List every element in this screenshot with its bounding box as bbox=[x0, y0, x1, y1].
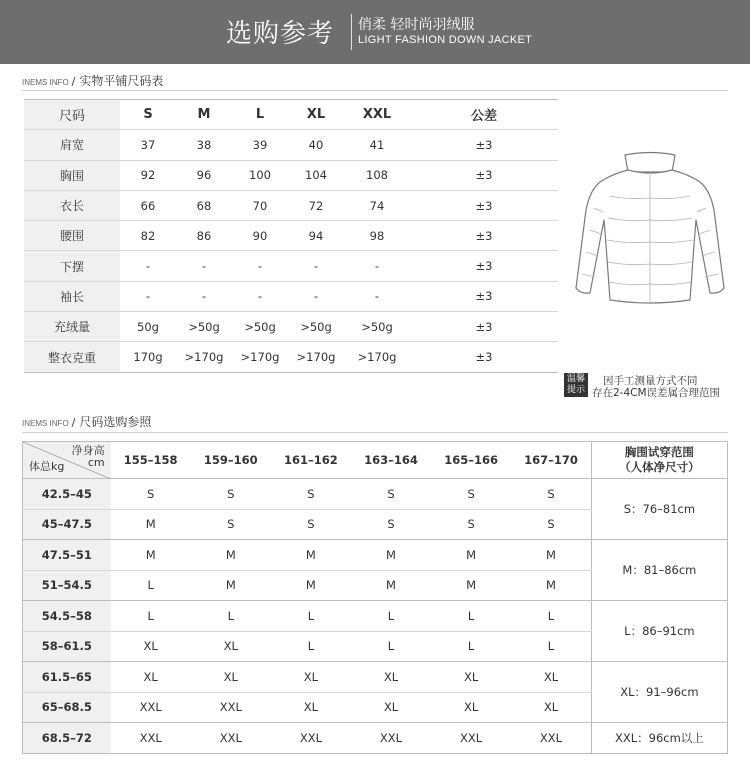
size-guide-row bbox=[23, 540, 728, 571]
garment-row bbox=[24, 221, 558, 251]
size-cell: XL bbox=[271, 692, 351, 723]
garment-row bbox=[24, 312, 558, 342]
measurement-label: 袖长 bbox=[24, 281, 120, 311]
size-cell: L bbox=[191, 601, 271, 632]
measurement-value: 70 bbox=[232, 190, 288, 220]
measurement-value: 96 bbox=[176, 160, 232, 190]
garment-row bbox=[24, 342, 558, 372]
banner-subtitle-cn: 俏柔 轻时尚羽绒服 bbox=[358, 17, 475, 33]
garment-row bbox=[24, 251, 558, 281]
size-cell: XL bbox=[191, 662, 271, 693]
weight-label: 47.5–51 bbox=[23, 540, 111, 571]
size-cell: M bbox=[111, 540, 191, 571]
size-cell: M bbox=[191, 540, 271, 571]
measurement-value: 68 bbox=[176, 190, 232, 220]
measurement-label: 胸围 bbox=[24, 160, 120, 190]
measurement-value: 41 bbox=[344, 130, 410, 160]
size-cell: XXL bbox=[351, 723, 431, 754]
tolerance-cell: ±3 bbox=[410, 281, 558, 311]
size-cell: S bbox=[511, 479, 591, 510]
size-cell: S bbox=[431, 509, 511, 540]
weight-label: 51–54.5 bbox=[23, 570, 111, 601]
weight-label: 45–47.5 bbox=[23, 509, 111, 540]
size-cell: XXL bbox=[431, 723, 511, 754]
size-cell: M bbox=[351, 570, 431, 601]
size-cell: L bbox=[431, 601, 511, 632]
banner-divider bbox=[351, 14, 352, 50]
measurement-value: - bbox=[176, 251, 232, 281]
height-header: 155–158 bbox=[111, 442, 191, 479]
measurement-value: 90 bbox=[232, 221, 288, 251]
garment-header-row bbox=[24, 100, 558, 130]
size-cell: S bbox=[351, 479, 431, 510]
measurement-value: 39 bbox=[232, 130, 288, 160]
measurement-value: >170g bbox=[184, 350, 224, 365]
size-guide-header-row bbox=[23, 442, 728, 479]
measurement-value: 94 bbox=[288, 221, 344, 251]
measurement-value: >170g bbox=[296, 350, 336, 365]
chest-range-cell: S：76–81cm bbox=[591, 479, 727, 540]
size-guide-table bbox=[22, 441, 728, 754]
measurement-value: 66 bbox=[120, 190, 176, 220]
down-jacket-illustration bbox=[570, 150, 730, 305]
size-guide-row bbox=[23, 479, 728, 510]
weight-label: 65–68.5 bbox=[23, 692, 111, 723]
section-slash: / bbox=[71, 75, 76, 88]
size-cell: L bbox=[111, 570, 191, 601]
tolerance-cell: ±3 bbox=[410, 251, 558, 281]
measurement-value: 86 bbox=[176, 221, 232, 251]
chest-range-cell: L：86–91cm bbox=[591, 601, 727, 662]
size-cell: XL bbox=[511, 662, 591, 693]
section-tag: INEMS INFO bbox=[22, 419, 69, 428]
size-cell: L bbox=[111, 601, 191, 632]
section-title: 实物平铺尺码表 bbox=[79, 74, 164, 88]
corner-weight-label: 体总kg bbox=[29, 460, 65, 473]
size-cell: M bbox=[351, 540, 431, 571]
measurement-value: L bbox=[232, 100, 288, 130]
measurement-value: 40 bbox=[288, 130, 344, 160]
measurement-value: 104 bbox=[288, 160, 344, 190]
size-cell: M bbox=[431, 570, 511, 601]
measurement-label: 衣长 bbox=[24, 190, 120, 220]
size-cell: M bbox=[271, 540, 351, 571]
size-cell: XXL bbox=[111, 692, 191, 723]
size-cell: S bbox=[271, 479, 351, 510]
measurement-value: >170g bbox=[357, 350, 397, 365]
jacket-icon bbox=[570, 150, 730, 305]
measurement-label: 下摆 bbox=[24, 251, 120, 281]
size-cell: L bbox=[511, 631, 591, 662]
measurement-value: 100 bbox=[232, 160, 288, 190]
size-cell: M bbox=[191, 570, 271, 601]
section-title: 尺码选购参照 bbox=[79, 415, 152, 429]
size-cell: S bbox=[431, 479, 511, 510]
size-cell: XXL bbox=[271, 723, 351, 754]
chest-range-cell: XL：91–96cm bbox=[591, 662, 727, 723]
tolerance-cell: 公差 bbox=[410, 100, 558, 130]
size-cell: M bbox=[111, 509, 191, 540]
measurement-value: >170g bbox=[240, 350, 280, 365]
measurement-value: S bbox=[120, 100, 176, 130]
garment-row bbox=[24, 190, 558, 220]
tip-badge: 温馨提示 bbox=[564, 373, 588, 397]
size-cell: XL bbox=[351, 692, 431, 723]
tolerance-cell: ±3 bbox=[410, 190, 558, 220]
banner-subtitle-en: LIGHT FASHION DOWN JACKET bbox=[358, 34, 533, 46]
measurement-value: 170g bbox=[133, 350, 163, 365]
header-banner bbox=[0, 0, 750, 64]
size-cell: XXL bbox=[511, 723, 591, 754]
section-heading-size-guide bbox=[22, 413, 151, 430]
measurement-value: - bbox=[288, 251, 344, 281]
measurement-value: >50g bbox=[232, 312, 288, 342]
measurement-value: 98 bbox=[344, 221, 410, 251]
section-rule bbox=[22, 432, 728, 433]
size-cell: XL bbox=[271, 662, 351, 693]
size-cell: M bbox=[511, 570, 591, 601]
measurement-value: 38 bbox=[176, 130, 232, 160]
chest-range-cell: M：81–86cm bbox=[591, 540, 727, 601]
size-cell: XL bbox=[431, 662, 511, 693]
height-header: 165–166 bbox=[431, 442, 511, 479]
size-guide-row bbox=[23, 601, 728, 632]
size-cell: XXL bbox=[191, 723, 271, 754]
measurement-value: >50g bbox=[344, 312, 410, 342]
size-cell: XL bbox=[191, 631, 271, 662]
size-cell: L bbox=[431, 631, 511, 662]
measurement-value: - bbox=[176, 281, 232, 311]
measurement-value: - bbox=[288, 281, 344, 311]
size-cell: XL bbox=[351, 662, 431, 693]
banner-title: 选购参考 bbox=[226, 19, 335, 49]
size-cell: S bbox=[271, 509, 351, 540]
size-cell: S bbox=[511, 509, 591, 540]
tip-line-2: 存在2-4CM误差属合理范围 bbox=[592, 387, 721, 399]
measurement-value: 50g bbox=[120, 312, 176, 342]
section-tag: INEMS INFO bbox=[22, 78, 69, 87]
chest-range-cell: XXL：96cm以上 bbox=[591, 723, 727, 754]
tolerance-cell: ±3 bbox=[410, 130, 558, 160]
section-heading-garment bbox=[22, 72, 163, 89]
size-cell: L bbox=[511, 601, 591, 632]
measurement-value: >50g bbox=[288, 312, 344, 342]
corner-height-label: 净身高 cm bbox=[71, 444, 105, 469]
height-header: 159–160 bbox=[191, 442, 271, 479]
section-slash: / bbox=[71, 416, 76, 429]
size-cell: M bbox=[511, 540, 591, 571]
measurement-value: XXL bbox=[344, 100, 410, 130]
measurement-label: 尺码 bbox=[24, 100, 120, 130]
measurement-label: 整衣克重 bbox=[24, 342, 120, 372]
size-cell: XXL bbox=[191, 692, 271, 723]
weight-label: 54.5–58 bbox=[23, 601, 111, 632]
size-cell: S bbox=[191, 509, 271, 540]
measurement-value: - bbox=[120, 281, 176, 311]
garment-row bbox=[24, 281, 558, 311]
measurement-value: - bbox=[344, 251, 410, 281]
garment-row bbox=[24, 130, 558, 160]
size-cell: L bbox=[351, 601, 431, 632]
tolerance-cell: ±3 bbox=[410, 221, 558, 251]
measurement-value: >50g bbox=[176, 312, 232, 342]
size-cell: XL bbox=[431, 692, 511, 723]
size-cell: XL bbox=[111, 662, 191, 693]
size-cell: M bbox=[431, 540, 511, 571]
weight-label: 42.5–45 bbox=[23, 479, 111, 510]
weight-label: 68.5–72 bbox=[23, 723, 111, 754]
tip-line-1: 因手工测量方式不同 bbox=[603, 375, 698, 387]
garment-size-table bbox=[24, 99, 558, 373]
measurement-value: 72 bbox=[288, 190, 344, 220]
size-cell: L bbox=[351, 631, 431, 662]
measurement-value: M bbox=[176, 100, 232, 130]
measurement-value: 37 bbox=[120, 130, 176, 160]
measurement-value: 74 bbox=[344, 190, 410, 220]
measurement-value: - bbox=[120, 251, 176, 281]
measurement-label: 肩宽 bbox=[24, 130, 120, 160]
size-guide-row bbox=[23, 662, 728, 693]
height-header: 161–162 bbox=[271, 442, 351, 479]
size-guide-row bbox=[23, 723, 728, 754]
size-cell: S bbox=[111, 479, 191, 510]
weight-label: 58–61.5 bbox=[23, 631, 111, 662]
weight-label: 61.5–65 bbox=[23, 662, 111, 693]
size-cell: S bbox=[191, 479, 271, 510]
size-cell: M bbox=[271, 570, 351, 601]
measurement-label: 腰围 bbox=[24, 221, 120, 251]
size-cell: S bbox=[351, 509, 431, 540]
measurement-value: 82 bbox=[120, 221, 176, 251]
height-header: 163–164 bbox=[351, 442, 431, 479]
corner-cell bbox=[23, 442, 111, 479]
size-cell: XL bbox=[511, 692, 591, 723]
size-cell: XXL bbox=[111, 723, 191, 754]
measurement-value: XL bbox=[288, 100, 344, 130]
section-rule bbox=[22, 90, 728, 91]
size-cell: L bbox=[271, 601, 351, 632]
measurement-value: - bbox=[232, 251, 288, 281]
measurement-value: 92 bbox=[120, 160, 176, 190]
chest-range-header: 胸围试穿范围 （人体净尺寸） bbox=[591, 442, 727, 479]
tolerance-cell: ±3 bbox=[475, 350, 493, 365]
tolerance-cell: ±3 bbox=[410, 160, 558, 190]
tolerance-cell: ±3 bbox=[410, 312, 558, 342]
size-cell: L bbox=[271, 631, 351, 662]
measurement-value: - bbox=[344, 281, 410, 311]
height-header: 167–170 bbox=[511, 442, 591, 479]
garment-row bbox=[24, 160, 558, 190]
measurement-label: 充绒量 bbox=[24, 312, 120, 342]
measurement-value: 108 bbox=[344, 160, 410, 190]
measurement-value: - bbox=[232, 281, 288, 311]
size-cell: XL bbox=[111, 631, 191, 662]
